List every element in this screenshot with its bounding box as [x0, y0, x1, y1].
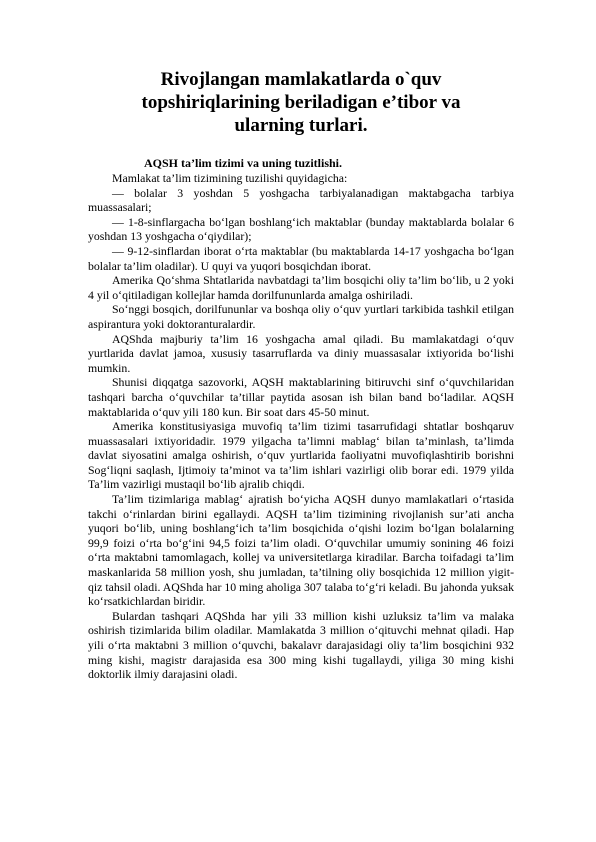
- document-title: [88, 68, 514, 137]
- title-line: Rivojlangan mamlakatlarda o`quv: [160, 69, 442, 90]
- list-item: — 1-8-sinflargacha bo‘lgan boshlang‘ich maktablar (bunday maktablarda bolalar 6 yoshdan 13 yoshgacha o‘qiydilar);: [88, 214, 514, 244]
- section-heading: AQSH ta’lim tizimi va uning tuzitlishi.: [144, 156, 343, 170]
- paragraph: Shunisi diqqatga sazovorki, AQSH maktablarining bitiruvchi sinf o‘quvchilaridan tashqari barcha o‘quvchilar ta’tillar paytida asosan ish bilan band bo‘ladilar. AQSH maktablarida o‘quv yili 180 kun. Bir soat dars 45-50 minut.: [88, 375, 514, 419]
- paragraph: Bulardan tashqari AQShda har yili 33 million kishi uzluksiz ta’lim va malaka oshirish tizimlarida bilim oladilar. Mamlakatda 3 million o‘qituvchi mehnat qiladi. Hap yili o‘rta maktabni 3 million o‘quvchi, bakalavr darajasidagi oliy ta’lim bosqichini 932 ming kishi, magistr darajasida esa 300 ming kishi tugallaydi, yiliga 30 ming kishi doktorlik ilmiy darajasini oladi.: [88, 608, 514, 682]
- title-line: topshiriqlarining beriladigan e’tibor va: [141, 92, 461, 113]
- paragraph: Amerika konstitusiyasiga muvofiq ta’lim tizimi tasarrufidagi shtatlar boshqaruv muassasalari ixtiyoridadir. 1979 yilgacha ta’limni mablag‘ bilan ta’minlash, ta’limda davlat siyosatini amalga oshirish, o‘quv yurtlarida faoliyatni muvofiqlashtirib borishni Sog‘liqni saqlash, Ijtimoiy ta’minot va ta’lim ishlari vazirligi olib borar edi. 1979 yilda Ta’lim vazirligi mustaqil bo‘lib ajralib chiqdi.: [88, 419, 514, 492]
- title-line: ularning turlari.: [234, 115, 368, 136]
- list-item: — bolalar 3 yoshdan 5 yoshgacha tarbiyalanadigan maktabgacha tarbiya muassasalari;: [88, 185, 514, 215]
- paragraph: Ta’lim tizimlariga mablag‘ ajratish bo‘yicha AQSH dunyo mamlakatlari o‘rtasida takchi o‘rinlardan birini egallaydi. AQSH ta’lim tizimining rivojlanish sur’ati ancha yuqori bo‘lib, uning boshlang‘ich ta’lim bosqichida o‘qishi lozim bo‘lgan bolalarning 99,9 foizi o‘rta bo‘g‘ini 94,5 foizi ta’lim oladi. O‘quvchilar umumiy sonining 46 foizi o‘rta maktabni tamomlagach, kollej va universitetlarga kiradilar. Barcha toifadagi ta’lim maskanlarida 58 million yosh, shu jumladan, ta’tilning oliy bosqichida 12 million yigit-qiz tahsil oladi. AQShda har 10 ming aholiga 307 talaba to‘g‘ri keladi. Bu jahonda yuksak ko‘rsatkichlardan biridir.: [88, 492, 514, 609]
- paragraph: Amerika Qo‘shma Shtatlarida navbatdagi ta’lim bosqichi oliy ta’lim bo‘lib, u 2 yoki 4 yil o‘qitiladigan kollejlar hamda dorilfununlarda amalga oshiriladi.: [88, 273, 514, 302]
- paragraph: Mamlakat ta’lim tizimining tuzilishi quyidagicha:: [112, 171, 348, 185]
- document-body: [88, 171, 514, 682]
- paragraph: So‘nggi bosqich, dorilfununlar va boshqa oliy o‘quv yurtlari tarkibida tashkil etilgan aspirantura yoki doktoranturalardir.: [88, 302, 514, 331]
- paragraph: AQShda majburiy ta’lim 16 yoshgacha amal qiladi. Bu mamlakatdagi o‘quv yurtlarida davlat jamoa, xususiy tasarruflarda va diniy muassasalar ixtiyorida bo‘lishi mumkin.: [88, 331, 514, 375]
- list-item: — 9-12-sinflardan iborat o‘rta maktablar (bu maktablarda 14-17 yoshgacha bo‘lgan bolalar ta’lim oladilar). U quyi va yuqori bosqichdan iborat.: [88, 243, 514, 273]
